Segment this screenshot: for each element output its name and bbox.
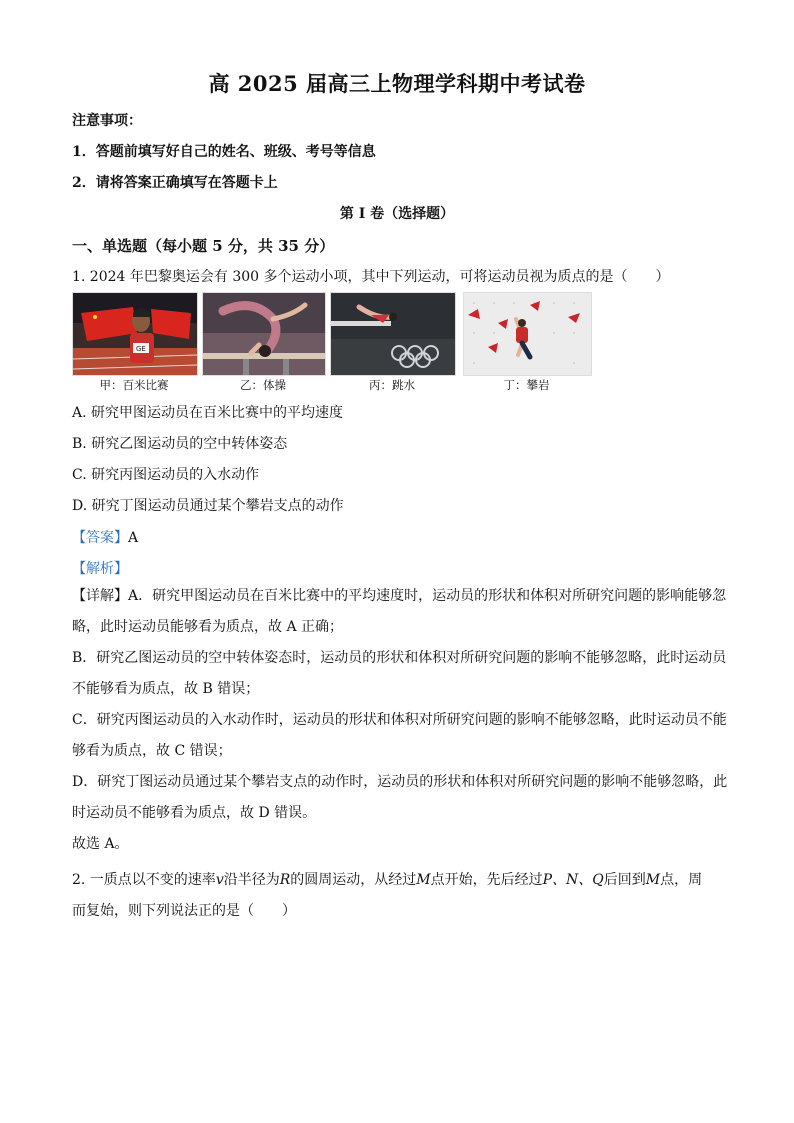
symbol-R: R bbox=[279, 872, 291, 888]
answer-value: A bbox=[128, 530, 139, 546]
detail-line-3: B．研究乙图运动员的空中转体姿态时，运动员的形状和体积对所研究问题的影响不能够忽略，此时运动员 bbox=[72, 650, 727, 666]
diving-photo bbox=[330, 292, 456, 376]
volume-title: 第 I 卷（选择题） bbox=[339, 206, 455, 222]
detail-line-7: D．研究丁图运动员通过某个攀岩支点的动作时，运动员的形状和体积对所研究问题的影响不能够忽略，此 bbox=[72, 774, 728, 790]
q2-stem-line-1: 2. 一质点以不变的速率v沿半径为R的圆周运动，从经过M点开始，先后经过P、N、Q后回到M点，周 bbox=[72, 872, 703, 888]
symbol-M-2: M bbox=[645, 872, 661, 888]
caption-climbing: 丁：攀岩 bbox=[503, 378, 550, 392]
detail-label: 【详解】 bbox=[72, 588, 128, 604]
climbing-photo bbox=[463, 292, 592, 376]
answer-label: 【答案】 bbox=[72, 530, 128, 546]
q2-stem-line-2: 而复始，则下列说法正的是（ ） bbox=[72, 903, 296, 919]
detail-line-6: 够看为质点，故 C 错误； bbox=[72, 743, 232, 759]
symbol-M: M bbox=[416, 872, 431, 888]
detail-line-2: 略，此时运动员能够看为质点，故 A 正确； bbox=[72, 619, 344, 635]
notice-item-2: 2．请将答案正确填写在答题卡上 bbox=[72, 175, 278, 191]
q1-option-a: A. 研究甲图运动员在百米比赛中的平均速度 bbox=[72, 405, 344, 421]
caption-sprint: 甲：百米比赛 bbox=[99, 378, 169, 392]
detail-line-4: 不能够看为质点，故 B 错误； bbox=[72, 681, 260, 697]
section-title: 一、单选题（每小题 5 分，共 35 分） bbox=[72, 237, 335, 255]
page-title: 高 2025 届高三上物理学科期中考试卷 bbox=[208, 71, 586, 96]
caption-diving: 丙：跳水 bbox=[369, 378, 415, 392]
detail-line-5: C．研究丙图运动员的入水动作时，运动员的形状和体积对所研究问题的影响不能够忽略，此时运动员不能 bbox=[72, 712, 727, 728]
notice-heading: 注意事项： bbox=[72, 113, 142, 129]
q1-option-c: C. 研究丙图运动员的入水动作 bbox=[72, 467, 260, 483]
sprint-photo bbox=[72, 292, 198, 376]
q1-stem: 1. 2024 年巴黎奥运会有 300 多个运动小项，其中下列运动，可将运动员视为质点的是（ ） bbox=[72, 269, 670, 285]
symbol-v: v bbox=[215, 872, 224, 888]
q1-option-b: B. 研究乙图运动员的空中转体姿态 bbox=[72, 436, 288, 452]
analysis-label: 【解析】 bbox=[72, 561, 128, 577]
q1-figure bbox=[72, 292, 592, 392]
gymnastics-photo bbox=[202, 292, 326, 376]
symbols-PNQ: P、N、Q bbox=[542, 872, 604, 888]
notice-item-1: 1．答题前填写好自己的姓名、班级、考号等信息 bbox=[72, 144, 376, 160]
q1-option-d: D. 研究丁图运动员通过某个攀岩支点的动作 bbox=[72, 498, 344, 514]
q1-answer bbox=[72, 527, 138, 547]
detail-line-1: 【详解】A．研究甲图运动员在百米比赛中的平均速度时，运动员的形状和体积对所研究问题的影响能够忽 bbox=[72, 588, 727, 604]
caption-gymnastics: 乙：体操 bbox=[240, 378, 286, 392]
detail-line-8: 时运动员不能够看为质点，故 D 错误。 bbox=[72, 805, 317, 821]
q1-detail bbox=[72, 581, 728, 860]
svg-text:GE: GE bbox=[136, 345, 146, 353]
detail-line-9: 故选 A。 bbox=[72, 836, 129, 852]
